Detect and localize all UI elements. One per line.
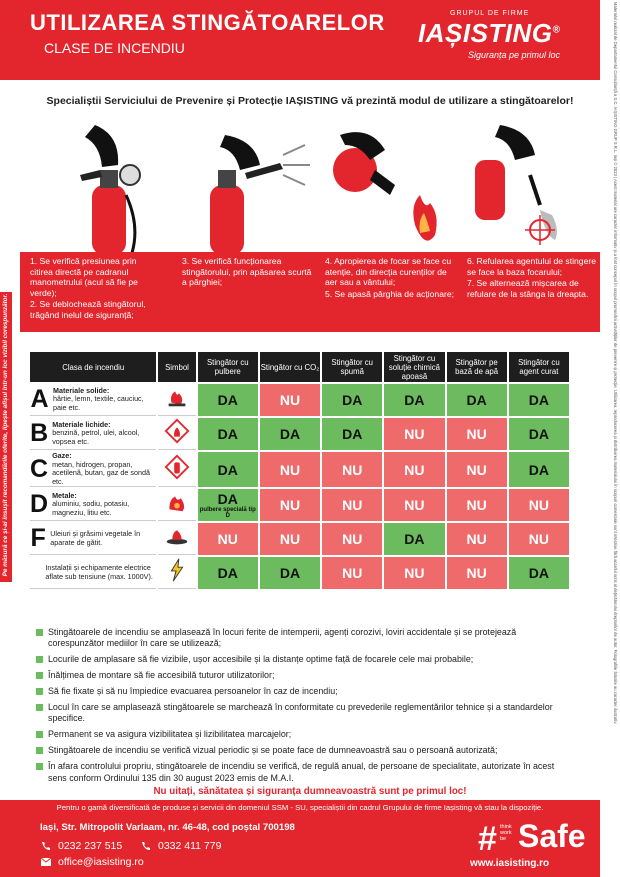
suitability-cell xyxy=(260,489,320,521)
tagline-work: work xyxy=(500,830,512,836)
table-row xyxy=(30,489,569,521)
suitability-cell xyxy=(384,418,444,450)
step-4: 4. Apropierea de focar se face cu atenție, din direcția curenților de aer sau a vântului; xyxy=(325,256,452,288)
fire-class-letter: C xyxy=(30,454,49,483)
fire-class-cell xyxy=(30,452,156,487)
fire-class-title: Gaze: xyxy=(52,451,72,460)
suitability-value: DA xyxy=(528,426,549,442)
liquid-fire-icon xyxy=(164,418,190,444)
hashtag-logo: # xyxy=(478,820,497,858)
table-row xyxy=(30,523,569,555)
symbol-cell xyxy=(158,452,195,487)
recommendation-list xyxy=(34,627,574,789)
symbol-cell xyxy=(158,418,195,450)
suitability-cell xyxy=(198,489,258,521)
suitability-cell xyxy=(322,523,382,555)
suitability-value: NU xyxy=(404,565,425,581)
suitability-cell xyxy=(447,523,507,555)
suitability-value: DA xyxy=(342,392,363,408)
suitability-cell xyxy=(198,384,258,416)
fire-class-description xyxy=(41,564,156,581)
symbol-cell xyxy=(158,557,195,589)
step-3: 3. Se verifică funcționarea stingătorului, prin apăsarea scurtă a pârghiei; xyxy=(182,256,312,288)
fire-class-description xyxy=(46,530,156,547)
electric-fire-icon xyxy=(164,557,190,583)
tagline xyxy=(500,824,512,842)
suitability-cell xyxy=(260,418,320,450)
brand-group-label: GRUPUL DE FIRME xyxy=(450,10,530,17)
col-clean-agent: Stingător cu agent curat xyxy=(509,352,569,382)
suitability-cell xyxy=(198,557,258,589)
symbol-cell xyxy=(158,523,195,555)
header-banner xyxy=(0,0,600,80)
brand-registered-mark: ® xyxy=(552,24,561,36)
fire-class-wrap xyxy=(30,452,156,486)
suitability-cell xyxy=(509,384,569,416)
metal-fire-icon xyxy=(164,489,190,515)
email-link[interactable] xyxy=(40,856,144,868)
suitability-cell xyxy=(509,452,569,487)
suitability-cell xyxy=(447,452,507,487)
suitability-value: DA xyxy=(342,426,363,442)
suitability-value: DA xyxy=(279,426,301,442)
suitability-value: NU xyxy=(466,497,487,513)
symbol-cell xyxy=(158,489,195,521)
suitability-value: NU xyxy=(342,461,363,478)
fire-class-title: Metale: xyxy=(52,490,77,500)
suitability-value: NU xyxy=(404,426,425,442)
suitability-cell xyxy=(384,489,444,521)
suitability-value: DA xyxy=(217,461,238,478)
phone-2-text: 0332 411 779 xyxy=(158,840,222,852)
fire-class-table xyxy=(28,350,571,591)
table-header-row xyxy=(30,352,569,382)
phone-icon xyxy=(140,841,152,851)
copyright-text: Materialul realizat de Departamentul Consultanță a S.C. IAȘISTING GRUP S.R.L. Iași © 2023 | Acest material are caracter informativ și a fost conceput în scopul promovării activităților de prevenire și protecție. Utilizarea, reproducerea și distribuirea materialului în scopuri comerciale sunt interzise fără acordul scris al deținătorului drepturilor de autor. Fotografiile folosite au caracter ilustrativ. xyxy=(613,2,618,725)
suitability-value: DA xyxy=(217,426,238,442)
list-item: Să fie fixate și să nu împiedice evacuarea persoanelor în caz de incendiu; xyxy=(34,686,574,697)
suitability-cell xyxy=(260,452,320,487)
list-item: Locurile de amplasare să fie vizibile, ușor accesibile și la distanțe optime față de focarele cele mai probabile; xyxy=(34,654,574,665)
suitability-cell xyxy=(260,523,320,555)
approach-fire-icon xyxy=(320,115,460,255)
suitability-value: NU xyxy=(404,497,425,513)
step-2: 2. Se deblochează stingătorul, trăgând inelul de siguranță; xyxy=(30,299,146,320)
suitability-cell xyxy=(509,557,569,589)
suitability-value: NU xyxy=(342,531,363,547)
intro-text: Specialiștii Serviciului de Prevenire și Protecție IAȘISTING vă prezintă modul de utilizare a stingătoarelor! xyxy=(46,95,574,107)
fire-class-description xyxy=(49,387,156,413)
gas-fire-icon xyxy=(164,454,190,480)
fire-class-cell xyxy=(30,557,156,589)
suitability-value: DA xyxy=(528,392,549,408)
left-note-strip xyxy=(0,292,12,582)
step-5: 5. Se apasă pârghia de acționare; xyxy=(325,288,454,299)
suitability-value: NU xyxy=(279,497,301,513)
table-row xyxy=(30,452,569,487)
suitability-value: NU xyxy=(466,531,487,547)
fire-class-cell xyxy=(30,384,156,416)
step-7: 7. Se alternează mișcarea de refulare de la stânga la dreapta. xyxy=(467,278,589,299)
steps-band xyxy=(20,252,600,332)
suitability-cell xyxy=(509,523,569,555)
fire-class-description xyxy=(48,421,156,447)
step-group-1 xyxy=(30,256,160,322)
safe-logo: Safe xyxy=(518,818,586,854)
list-item: În afara controlului propriu, stingătoarele de incendiu se verifică, de regulă anual, de persoane de specialitate, autorizate în acest sens conform Ordinului 135 din 30 august 2023 emis de M.A.I. xyxy=(34,761,574,783)
suitability-value: NU xyxy=(279,392,301,408)
fire-class-title: Materiale lichide: xyxy=(52,419,111,429)
col-water: Stingător pe bază de apă xyxy=(447,352,507,382)
fire-class-wrap xyxy=(30,419,156,448)
brand-name: IAȘISTING xyxy=(418,18,553,48)
col-foam: Stingător cu spumă xyxy=(322,352,382,382)
suitability-value: DA xyxy=(466,392,487,408)
suitability-cell xyxy=(322,418,382,450)
suitability-cell xyxy=(260,557,320,589)
phone-1[interactable] xyxy=(40,840,122,852)
fire-class-letter: B xyxy=(30,419,49,447)
step-group-2 xyxy=(182,256,312,289)
suitability-value: DA xyxy=(404,392,425,408)
list-item: Stingătoarele de incendiu se amplasează în locuri ferite de intemperii, agenți corozivi, loviri accidentale și se protejează corespunzător mediilor în care se utilizează; xyxy=(34,627,574,649)
fire-class-cell xyxy=(30,418,156,450)
page-title: UTILIZAREA STINGĂTOARELOR xyxy=(30,10,385,35)
fire-class-examples: benzină, petrol, ulei, alcool, vopsea etc. xyxy=(52,428,140,446)
suitability-value: DA xyxy=(528,461,549,478)
suitability-cell xyxy=(447,557,507,589)
suitability-cell xyxy=(447,384,507,416)
step-1: 1. Se verifică presiunea prin citirea directă pe cadranul manometrului (acul să fie pe verde); xyxy=(30,256,138,298)
email-text: office@iasisting.ro xyxy=(58,856,144,868)
suitability-cell xyxy=(384,557,444,589)
fire-class-description xyxy=(48,452,156,486)
suitability-cell xyxy=(384,452,444,487)
footer xyxy=(0,800,600,877)
suitability-cell xyxy=(509,418,569,450)
suitability-value: DA xyxy=(217,392,238,408)
phone-icon xyxy=(40,841,52,851)
step-group-4 xyxy=(467,256,597,300)
fire-class-examples: Instalații și echipamente electrice aflate sub tensiune (max. 1000V). xyxy=(45,563,153,581)
suitability-cell xyxy=(384,523,444,555)
envelope-icon xyxy=(40,857,52,867)
suitability-cell xyxy=(384,384,444,416)
step-group-3 xyxy=(325,256,455,300)
table-row xyxy=(30,384,569,416)
fire-class-letter: A xyxy=(30,385,49,413)
suitability-value: NU xyxy=(404,461,425,478)
suitability-value: NU xyxy=(528,497,549,513)
col-powder: Stingător cu pulbere xyxy=(198,352,258,382)
suitability-value: NU xyxy=(279,531,301,547)
copyright-strip xyxy=(600,0,620,877)
suitability-cell xyxy=(509,489,569,521)
suitability-cell xyxy=(322,489,382,521)
suitability-value: NU xyxy=(466,565,487,581)
col-wet-chemical: Stingător cu soluție chimică apoasă xyxy=(384,352,444,382)
fire-class-examples: metan, hidrogen, propan, acetilenă, butan, gaz de sondă etc. xyxy=(52,459,150,486)
suitability-cell xyxy=(322,557,382,589)
closing-message: Nu uitați, sănătatea și siguranța dumneavoastră sunt pe primul loc! xyxy=(153,786,467,797)
suitability-value: DA xyxy=(528,565,549,581)
suitability-cell xyxy=(198,418,258,450)
fire-class-wrap xyxy=(30,490,156,519)
suitability-value: DA xyxy=(217,565,238,581)
website-link[interactable]: www.iasisting.ro xyxy=(470,858,550,869)
suitability-value: NU xyxy=(342,497,363,513)
suitability-note: pulbere specială tip D xyxy=(199,506,256,519)
fire-class-title: Materiale solide: xyxy=(52,385,110,395)
footer-note: Pentru o gamă diversificată de produse și servicii din domeniul SSM - SU, specialiștii din cadrul Grupului de firme Iașisting vă stau la dispoziție. xyxy=(56,803,544,812)
suitability-value: DA xyxy=(404,531,425,547)
col-co2: Stingător cu CO₂ xyxy=(260,352,320,382)
table-row xyxy=(30,418,569,450)
extinguisher-pressure-check-icon xyxy=(40,115,180,255)
fire-class-examples: hârtie, lemn, textile, cauciuc, paie etc. xyxy=(52,394,144,412)
fire-class-cell xyxy=(30,489,156,521)
fire-class-wrap xyxy=(30,385,156,414)
fire-class-letter: F xyxy=(30,524,46,552)
cooking-oil-fire-icon xyxy=(164,523,190,549)
fire-class-examples: Uleiuri și grăsimi vegetale în aparate de gătit. xyxy=(50,529,141,547)
suitability-value: NU xyxy=(466,461,487,478)
suitability-cell xyxy=(322,452,382,487)
fire-class-wrap xyxy=(30,564,156,581)
brand-slogan: Siguranța pe primul loc xyxy=(468,50,561,60)
suitability-value: NU xyxy=(342,565,363,581)
fire-class-description xyxy=(48,492,156,518)
tagline-think: think xyxy=(500,824,512,830)
extinguisher-function-check-icon xyxy=(185,115,325,255)
phone-2[interactable] xyxy=(140,840,221,852)
suitability-cell xyxy=(322,384,382,416)
page-subtitle: CLASE DE INCENDIU xyxy=(44,40,185,56)
fire-class-letter: D xyxy=(30,490,49,518)
col-fire-class: Clasa de incendiu xyxy=(30,352,156,382)
suitability-value: NU xyxy=(279,461,301,478)
left-note-text: Pe măsură ce și-ai însușit recomandările oferite, lipește afișul într-un loc vizibil corespunzător. xyxy=(2,293,9,577)
symbol-cell xyxy=(158,384,195,416)
suitability-value: DA xyxy=(279,565,301,581)
phone-1-text: 0232 237 515 xyxy=(58,840,123,852)
suitability-value: DA xyxy=(217,490,238,507)
spray-at-base-icon xyxy=(460,115,600,255)
list-item: Permanent se va asigura vizibilitatea și lizibilitatea marcajelor; xyxy=(34,729,574,740)
suitability-cell xyxy=(260,384,320,416)
list-item: Stingătoarele de incendiu se verifică vizual periodic și se poate face de dumneavoastră sau o persoană autorizată; xyxy=(34,745,574,756)
col-symbol: Simbol xyxy=(158,352,195,382)
fire-class-cell xyxy=(30,523,156,555)
suitability-cell xyxy=(198,523,258,555)
suitability-value: NU xyxy=(528,531,549,547)
tagline-be: be xyxy=(500,836,507,842)
address: Iași, Str. Mitropolit Varlaam, nr. 46-48, cod poștal 700198 xyxy=(40,822,295,833)
table-row xyxy=(30,557,569,589)
suitability-value: NU xyxy=(466,426,487,442)
solid-fire-icon xyxy=(164,384,190,410)
step-6: 6. Refularea agentului de stingere se face la baza focarului; xyxy=(467,256,596,277)
brand-logo xyxy=(418,18,560,49)
list-item: Înălțimea de montare să fie accesibilă tuturor utilizatorilor; xyxy=(34,670,574,681)
suitability-value: NU xyxy=(217,531,238,547)
list-item: Locul în care se amplasează stingătoarele se marchează în conformitate cu prevederile reglementărilor tehnice și a standardelor specifice. xyxy=(34,702,574,724)
suitability-cell xyxy=(198,452,258,487)
suitability-cell xyxy=(447,489,507,521)
fire-class-examples: aluminiu, sodiu, potasiu, magneziu, litiu etc. xyxy=(52,499,130,517)
suitability-cell xyxy=(447,418,507,450)
fire-class-wrap xyxy=(30,524,156,553)
